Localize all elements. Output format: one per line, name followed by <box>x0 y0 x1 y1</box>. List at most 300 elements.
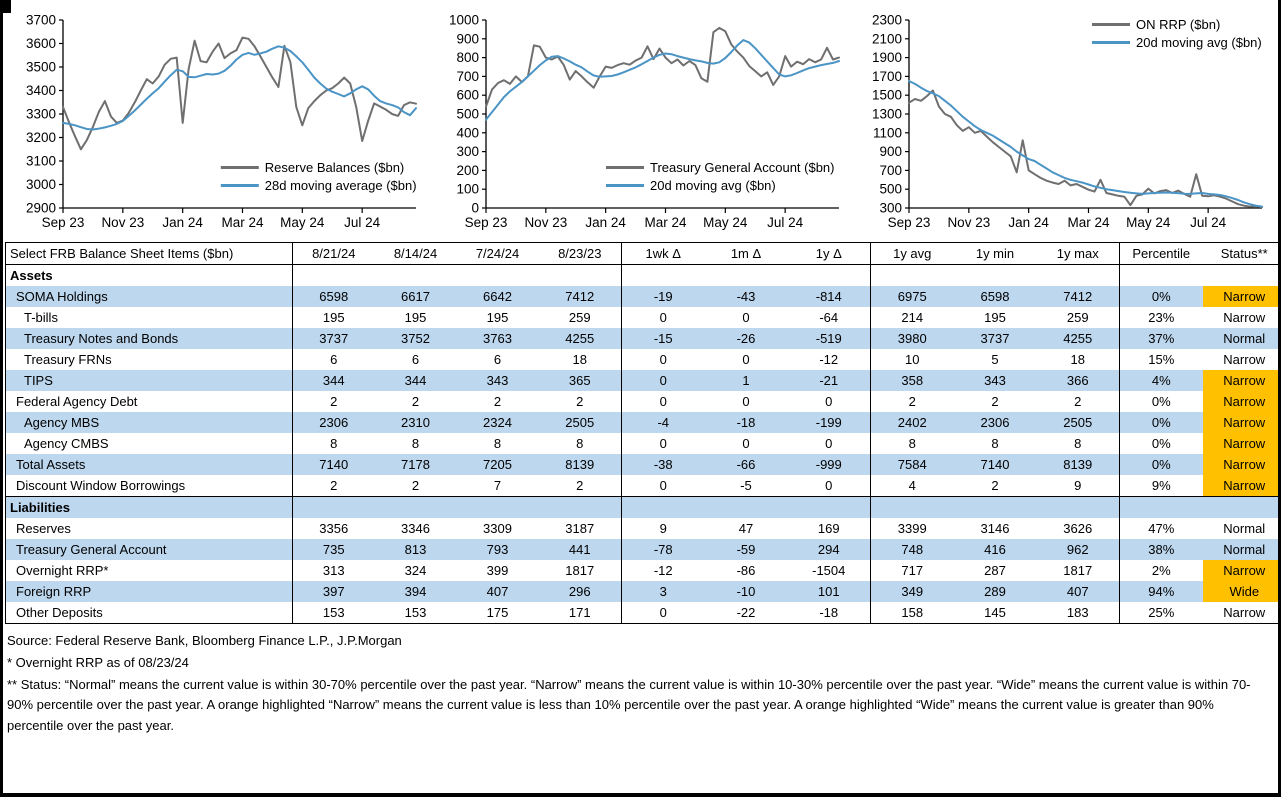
value-cell: 2 <box>330 478 338 493</box>
value-cell: 8 <box>493 436 502 451</box>
value-cell: 2 <box>539 391 622 412</box>
column-header: 1y avg <box>893 246 932 261</box>
value-cell: 0 <box>659 352 667 367</box>
value-cell: 18 <box>1037 349 1120 370</box>
value-cell: -10 <box>736 584 756 599</box>
status-cell <box>1203 497 1281 519</box>
value-cell: 962 <box>1037 539 1120 560</box>
column-header: 1y min <box>975 246 1015 261</box>
status-cell <box>1203 265 1281 287</box>
value-cell: 289 <box>984 584 1006 599</box>
value-cell: 366 <box>1037 370 1120 391</box>
y-tick-label: 500 <box>879 181 902 197</box>
value-cell: -78 <box>653 542 673 557</box>
value-cell: 8 <box>991 436 999 451</box>
percentile-cell: 38% <box>1148 542 1175 557</box>
row-label: Discount Window Borrowings <box>6 475 293 497</box>
column-header: Percentile <box>1132 246 1191 261</box>
value-cell: 6 <box>411 352 420 367</box>
value-cell: 6975 <box>897 289 927 304</box>
value-cell: 259 <box>1037 307 1120 328</box>
y-tick-label: 3700 <box>25 12 56 28</box>
legend-label: 20d moving avg ($bn) <box>650 178 776 193</box>
x-tick-label: Jul 24 <box>1190 215 1227 230</box>
y-tick-label: 3100 <box>25 153 56 169</box>
value-cell: -59 <box>736 542 756 557</box>
value-cell: 5 <box>991 352 999 367</box>
value-cell: 169 <box>788 518 871 539</box>
value-cell: 313 <box>322 563 345 578</box>
series-line <box>63 38 416 150</box>
percentile-cell: 0% <box>1151 289 1171 304</box>
value-cell: 2 <box>1037 391 1120 412</box>
value-cell: -18 <box>788 602 871 624</box>
row-label: Foreign RRP <box>6 581 293 602</box>
value-cell: 0 <box>788 475 871 497</box>
chart-on-rrp-svg <box>855 6 1274 238</box>
value-cell: 8 <box>539 433 622 454</box>
status-cell: Narrow <box>1223 352 1266 367</box>
value-cell: -43 <box>736 289 756 304</box>
row-label: TIPS <box>6 370 293 391</box>
value-cell: 195 <box>984 310 1006 325</box>
value-cell: -12 <box>653 563 673 578</box>
value-cell: 287 <box>984 563 1006 578</box>
value-cell: 10 <box>905 352 920 367</box>
percentile-cell: 0% <box>1151 457 1171 472</box>
value-cell: 8 <box>1037 433 1120 454</box>
value-cell: 2324 <box>483 415 512 430</box>
x-tick-label: Mar 24 <box>221 215 264 230</box>
table-head <box>6 243 1281 265</box>
table-row <box>6 328 1281 349</box>
value-cell: 2306 <box>980 415 1010 430</box>
corner-mark <box>3 0 11 13</box>
value-cell: 3737 <box>980 331 1010 346</box>
value-cell: 0 <box>659 394 667 409</box>
value-cell: 399 <box>486 563 509 578</box>
value-cell <box>705 265 788 287</box>
value-cell: 158 <box>901 605 924 620</box>
value-cell: 195 <box>322 310 345 325</box>
value-cell <box>1037 265 1120 287</box>
value-cell: -1504 <box>788 560 871 581</box>
value-cell: 407 <box>486 584 509 599</box>
series-line <box>909 91 1262 208</box>
value-cell: 2 <box>411 478 420 493</box>
value-cell: 4255 <box>539 328 622 349</box>
value-cell: 343 <box>486 373 509 388</box>
value-cell: 195 <box>486 310 509 325</box>
value-cell: 3763 <box>483 331 512 346</box>
table-row <box>6 433 1281 454</box>
value-cell: 416 <box>984 542 1006 557</box>
x-tick-label: Nov 23 <box>101 215 145 230</box>
value-cell: 3980 <box>897 331 927 346</box>
x-tick-label: May 24 <box>703 215 748 230</box>
value-cell: 407 <box>1037 581 1120 602</box>
value-cell: 145 <box>984 605 1006 620</box>
y-tick-label: 3300 <box>25 106 56 122</box>
value-cell: 3 <box>659 584 667 599</box>
status-cell: Narrow <box>1223 605 1266 620</box>
column-header: 8/21/24 <box>312 246 356 261</box>
value-cell: 0 <box>659 436 667 451</box>
row-label: T-bills <box>6 307 293 328</box>
y-tick-label: 400 <box>456 125 479 141</box>
value-cell <box>539 497 622 519</box>
percentile-cell: 9% <box>1151 478 1171 493</box>
y-tick-label: 2100 <box>871 31 902 47</box>
value-cell: 4255 <box>1037 328 1120 349</box>
chart-on-rrp <box>855 6 1274 238</box>
chart-reserve-balances <box>9 6 428 238</box>
x-tick-label: Sep 23 <box>464 215 508 230</box>
table-row <box>6 539 1281 560</box>
value-cell: 6617 <box>401 289 430 304</box>
row-label: Treasury FRNs <box>6 349 293 370</box>
value-cell: 294 <box>788 539 871 560</box>
percentile-cell <box>1120 497 1203 519</box>
value-cell: 183 <box>1037 602 1120 624</box>
row-label: Other Deposits <box>6 602 293 624</box>
value-cell: 153 <box>322 605 345 620</box>
value-cell: -4 <box>657 415 670 430</box>
table-row <box>6 391 1281 412</box>
value-cell <box>622 497 705 519</box>
value-cell: 195 <box>404 310 427 325</box>
row-label: SOMA Holdings <box>6 286 293 307</box>
section-row <box>6 265 1281 287</box>
legend-label: Reserve Balances ($bn) <box>264 160 405 175</box>
table-row <box>6 307 1281 328</box>
column-header: 1y max <box>1037 243 1120 265</box>
value-cell: 0 <box>659 478 667 493</box>
value-cell <box>788 265 871 287</box>
table-row <box>6 581 1281 602</box>
value-cell: 8139 <box>1037 454 1120 475</box>
x-tick-label: May 24 <box>280 215 325 230</box>
status-cell: Narrow <box>1203 454 1281 475</box>
value-cell: 7205 <box>483 457 512 472</box>
column-header: 1y Δ <box>788 243 871 265</box>
status-cell: Normal <box>1223 542 1266 557</box>
status-cell: Narrow <box>1203 370 1281 391</box>
series-line <box>63 46 416 129</box>
value-cell: 813 <box>404 542 427 557</box>
row-label: Agency CMBS <box>6 433 293 454</box>
status-cell: Normal <box>1223 331 1266 346</box>
value-cell: 2 <box>411 394 420 409</box>
value-cell: 0 <box>788 433 871 454</box>
footnote-overnight-rrp: * Overnight RRP as of 08/23/24 <box>7 654 189 670</box>
value-cell: 793 <box>486 542 509 557</box>
y-tick-label: 600 <box>456 87 479 103</box>
value-cell: 2 <box>493 394 502 409</box>
value-cell: 358 <box>901 373 924 388</box>
value-cell: 0 <box>742 394 750 409</box>
value-cell: 2310 <box>401 415 430 430</box>
table-row <box>6 370 1281 391</box>
y-tick-label: 900 <box>456 31 479 47</box>
value-cell <box>954 497 1037 519</box>
percentile-cell: 0% <box>1151 436 1171 451</box>
status-cell: Wide <box>1203 581 1281 602</box>
value-cell: -38 <box>653 457 673 472</box>
table-header-row <box>6 243 1281 265</box>
section-row <box>6 497 1281 519</box>
legend-label: Treasury General Account ($bn) <box>650 160 835 175</box>
value-cell: 1817 <box>539 560 622 581</box>
value-cell <box>375 497 457 519</box>
y-tick-label: 1700 <box>871 68 902 84</box>
value-cell: -519 <box>788 328 871 349</box>
value-cell: 324 <box>404 563 427 578</box>
value-cell: -26 <box>736 331 756 346</box>
y-tick-label: 3500 <box>25 59 56 75</box>
value-cell: 748 <box>901 542 924 557</box>
value-cell: 0 <box>788 391 871 412</box>
value-cell: 6598 <box>319 289 349 304</box>
value-cell <box>457 265 539 287</box>
status-cell: Narrow <box>1203 286 1281 307</box>
value-cell: 0 <box>659 310 667 325</box>
status-cell: Normal <box>1223 521 1266 536</box>
value-cell: 6598 <box>980 289 1010 304</box>
row-label: Total Assets <box>6 454 293 475</box>
value-cell: 4 <box>908 478 916 493</box>
value-cell: 344 <box>404 373 427 388</box>
value-cell: 3626 <box>1037 518 1120 539</box>
value-cell: 1817 <box>1037 560 1120 581</box>
x-tick-label: Sep 23 <box>887 215 931 230</box>
x-tick-label: Mar 24 <box>644 215 687 230</box>
status-cell: Narrow <box>1203 412 1281 433</box>
value-cell: 3356 <box>319 521 349 536</box>
percentile-cell: 47% <box>1148 521 1175 536</box>
value-cell: -15 <box>653 331 673 346</box>
value-cell <box>871 497 954 519</box>
x-tick-label: May 24 <box>1126 215 1171 230</box>
table-row <box>6 286 1281 307</box>
value-cell: 397 <box>322 584 345 599</box>
value-cell: 153 <box>404 605 427 620</box>
y-tick-label: 1900 <box>871 50 902 66</box>
status-cell: Narrow <box>1203 475 1281 497</box>
value-cell: -19 <box>653 289 673 304</box>
table-row <box>6 412 1281 433</box>
y-tick-label: 700 <box>879 162 902 178</box>
value-cell: 6 <box>330 352 338 367</box>
value-cell: -814 <box>788 286 871 307</box>
status-cell: Narrow <box>1203 391 1281 412</box>
y-tick-label: 500 <box>456 106 479 122</box>
value-cell: 6642 <box>483 289 512 304</box>
chart-treasury-general-account-svg <box>432 6 851 238</box>
value-cell: 2505 <box>539 412 622 433</box>
value-cell: 2306 <box>319 415 349 430</box>
y-tick-label: 1100 <box>872 125 902 141</box>
percentile-cell: 15% <box>1148 352 1175 367</box>
value-cell: -5 <box>740 478 752 493</box>
table-body <box>6 265 1281 624</box>
value-cell: 0 <box>659 605 667 620</box>
value-cell: -22 <box>736 605 756 620</box>
row-label: Agency MBS <box>6 412 293 433</box>
y-tick-label: 900 <box>879 144 902 160</box>
chart-treasury-general-account <box>432 6 851 238</box>
row-label: Treasury Notes and Bonds <box>6 328 293 349</box>
value-cell: 9 <box>1037 475 1120 497</box>
row-label: Overnight RRP* <box>6 560 293 581</box>
table-row <box>6 475 1281 497</box>
percentile-cell: 23% <box>1148 310 1175 325</box>
column-header: 1wk Δ <box>645 246 681 261</box>
legend-label: 20d moving avg ($bn) <box>1136 35 1262 50</box>
y-tick-label: 3600 <box>25 36 56 51</box>
table-title-header: Select FRB Balance Sheet Items ($bn) <box>6 243 293 265</box>
value-cell: 3309 <box>483 521 512 536</box>
value-cell <box>293 265 375 287</box>
value-cell: 7584 <box>897 457 927 472</box>
y-tick-label: 3200 <box>25 130 56 145</box>
column-header: Status** <box>1220 246 1268 261</box>
value-cell: 1 <box>742 373 750 388</box>
status-cell: Narrow <box>1203 560 1281 581</box>
value-cell: 7412 <box>539 286 622 307</box>
y-tick-label: 1300 <box>871 106 902 122</box>
value-cell: 0 <box>659 373 667 388</box>
footnotes <box>3 624 1278 737</box>
value-cell: 0 <box>742 310 750 325</box>
column-header: 8/23/23 <box>539 243 622 265</box>
value-cell: 2 <box>991 394 999 409</box>
value-cell: 214 <box>901 310 924 325</box>
y-tick-label: 300 <box>456 144 479 160</box>
column-header: 8/14/24 <box>393 246 438 261</box>
percentile-cell: 0% <box>1151 394 1171 409</box>
value-cell <box>457 497 539 519</box>
value-cell: 2505 <box>1037 412 1120 433</box>
value-cell: 7140 <box>319 457 349 472</box>
value-cell: 735 <box>322 542 345 557</box>
value-cell: 7 <box>493 478 502 493</box>
value-cell <box>871 265 954 287</box>
x-tick-label: Jul 24 <box>767 215 804 230</box>
value-cell: 7178 <box>401 457 430 472</box>
value-cell: 394 <box>404 584 427 599</box>
x-tick-label: Jan 24 <box>1008 215 1049 230</box>
row-label: Federal Agency Debt <box>6 391 293 412</box>
x-tick-label: Jul 24 <box>344 215 381 230</box>
x-tick-label: Nov 23 <box>947 215 991 230</box>
table-row <box>6 349 1281 370</box>
chart-reserve-balances-svg <box>9 6 428 238</box>
value-cell: 296 <box>539 581 622 602</box>
value-cell: 8 <box>411 436 420 451</box>
y-tick-label: 200 <box>456 162 479 178</box>
column-header: 1m Δ <box>730 246 762 261</box>
value-cell: 3399 <box>897 521 927 536</box>
value-cell: 2 <box>908 394 916 409</box>
value-cell: 2 <box>991 478 999 493</box>
value-cell <box>622 265 705 287</box>
table-row <box>6 518 1281 539</box>
value-cell: 344 <box>322 373 345 388</box>
percentile-cell: 4% <box>1151 373 1171 388</box>
value-cell: -86 <box>736 563 756 578</box>
value-cell: 2402 <box>897 415 927 430</box>
value-cell: 365 <box>539 370 622 391</box>
footnote-status-definitions: ** Status: “Normal” means the current value is within 30-70% percentile over the past year. “Narrow” means the current value is within 10-30% percentile over the past year. “Wide” means the current value is within 70-90% percentile over the past year. A orange highlighted “Narrow” means the current value is less than 10% percentile over the past year. A orange highlighted “Wide” means the current value is greater than 90% percentile over the past year. <box>7 676 1251 734</box>
x-tick-label: Jan 24 <box>585 215 626 230</box>
value-cell: 171 <box>539 602 622 624</box>
row-label: Reserves <box>6 518 293 539</box>
y-tick-label: 700 <box>456 68 479 84</box>
table-row <box>6 454 1281 475</box>
table-row <box>6 602 1281 624</box>
value-cell: 3146 <box>980 521 1010 536</box>
status-cell: Narrow <box>1203 433 1281 454</box>
value-cell: 0 <box>742 436 750 451</box>
value-cell: 18 <box>539 349 622 370</box>
legend-label: ON RRP ($bn) <box>1136 17 1221 32</box>
y-tick-label: 1000 <box>448 12 479 28</box>
value-cell <box>705 497 788 519</box>
table-row <box>6 560 1281 581</box>
value-cell: -18 <box>736 415 756 430</box>
value-cell: 8 <box>330 436 338 451</box>
value-cell: 3737 <box>319 331 349 346</box>
x-tick-label: Nov 23 <box>524 215 568 230</box>
value-cell: -21 <box>788 370 871 391</box>
y-tick-label: 3000 <box>25 177 56 192</box>
charts-row <box>3 0 1278 238</box>
balance-sheet-table <box>5 242 1281 624</box>
value-cell: 0 <box>742 352 750 367</box>
value-cell: 8 <box>908 436 916 451</box>
column-header: 7/24/24 <box>475 246 520 261</box>
value-cell: 47 <box>738 521 754 536</box>
x-tick-label: Sep 23 <box>41 215 85 230</box>
value-cell <box>539 265 622 287</box>
value-cell: 6 <box>493 352 502 367</box>
value-cell <box>788 497 871 519</box>
value-cell: 259 <box>539 307 622 328</box>
value-cell: -199 <box>788 412 871 433</box>
value-cell: -66 <box>736 457 756 472</box>
value-cell <box>954 265 1037 287</box>
value-cell: 101 <box>788 581 871 602</box>
value-cell <box>375 265 457 287</box>
value-cell: 9 <box>659 521 667 536</box>
value-cell: -12 <box>788 349 871 370</box>
value-cell: 3187 <box>539 518 622 539</box>
status-cell: Narrow <box>1223 310 1266 325</box>
percentile-cell: 37% <box>1148 331 1175 346</box>
y-tick-label: 3400 <box>25 83 56 98</box>
y-tick-label: 2900 <box>25 200 56 216</box>
value-cell <box>1037 497 1120 519</box>
x-tick-label: Jan 24 <box>162 215 203 230</box>
y-tick-label: 2300 <box>871 12 902 28</box>
y-tick-label: 0 <box>471 200 479 216</box>
value-cell: 349 <box>901 584 924 599</box>
row-label: Treasury General Account <box>6 539 293 560</box>
y-tick-label: 100 <box>456 181 479 197</box>
value-cell: -64 <box>788 307 871 328</box>
y-tick-label: 1500 <box>871 87 902 103</box>
